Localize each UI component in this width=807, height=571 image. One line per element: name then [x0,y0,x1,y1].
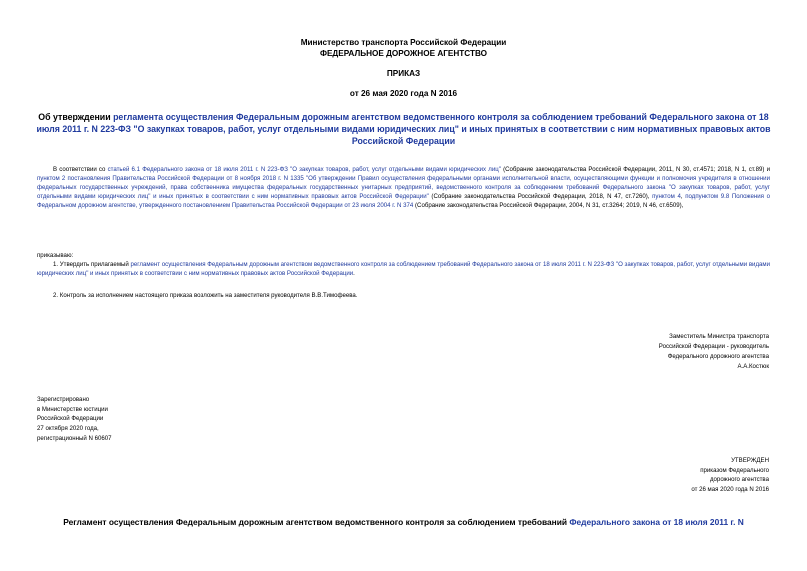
law-article-link[interactable]: статьей 6.1 Федерального закона от 18 июля 2011 г. N 223-ФЗ "О закупках товаров, работ, услуг отдельными видами юридических лиц" [107,166,501,173]
preamble-text-2: (Собрание законодательства Российской Федерации, 2011, N 30, ст.4571; 2018, N 1, ст.89) и [500,166,770,173]
preamble-text-5: (Собрание законодательства Российской Федерации, 2004, N 31, ст.3264; 2019, N 46, ст.6509), [413,201,684,209]
title-prefix: Об утверждении [38,112,114,122]
agency-name: ФЕДЕРАЛЬНОЕ ДОРОЖНОЕ АГЕНТСТВО [319,49,488,58]
approval-line: дорожного агентства [709,476,769,484]
registration-line: 27 октября 2020 года, [37,425,99,433]
government-decree-link[interactable]: пунктом 2 постановления Правительства Российской Федерации от 8 ноября 2018 г. N 1335 "Об утверждении Правил осуществления федеральными органами исполнительной власти, осуществляющими функции и полномочия учредителя в отношении федеральных государственных учреждений, права собственника имущества федеральных государственных унитарных предприятий, ведомственного контроля за соблюдением требований Федерального закона "О закупках товаров, работ, услуг отдельными видами юридических лиц" и иных принятых в соответствии с ним нормативных правовых актов Российской Федерации" [37,174,770,200]
document-date: от 26 мая 2020 года N 2016 [349,89,458,98]
title-link[interactable]: регламента осуществления Федеральным дорожным агентством ведомственного контроля за соблюдением требований Федерального закона от 18 июля 2011 г. N 223-ФЗ "О закупках товаров, работ, услуг отдельными видами юридических лиц" и иных принятых в соответствии с ним нормативных правовых актов Российской Федерации [36,112,771,146]
preamble-paragraph [37,166,770,211]
registration-line: в Министерстве юстиции [37,405,108,413]
reglament-title [20,517,787,528]
reglament-title-link[interactable]: Федерального закона от 18 июля 2011 г. N [569,517,744,527]
signature-line: Федерального дорожного агентства [667,352,769,360]
signature-line: Заместитель Министра транспорта [669,333,769,340]
regulation-link[interactable]: подпунктом 9.8 Положения о Федеральном дорожном агентстве, утвержденного постановлением Правительства Российской Федерации от 23 июля 2004 г. N 374 [37,192,770,209]
signature-block [659,332,769,372]
registration-block [37,395,112,444]
signer-name: А.А.Костюк [737,362,769,370]
reglament-title-text: Регламент осуществления Федеральным дорожным агентством ведомственного контроля за соблюдением требований [63,517,570,527]
reglament-link[interactable]: регламент осуществления Федеральным дорожным агентством ведомственного контроля за соблюдением требований Федерального закона от 18 июля 2011 г. N 223-ФЗ "О закупках товаров, работ, услуг отдельными видами юридических лиц" и иных принятых в соответствии с ним нормативных правовых актов Российской Федерации [37,261,770,277]
preamble-text-4: , [680,192,686,200]
registration-line: Российской Федерации [37,415,104,423]
registration-number: регистрационный N 60607 [37,434,112,442]
item-1-paragraph [37,261,770,279]
registration-line: Зарегистрировано [37,396,90,403]
ministry-name: Министерство транспорта Российской Федерации [300,38,507,47]
clause-4-link[interactable]: пунктом 4 [652,192,681,200]
approval-line: УТВЕРЖДЕН [731,457,769,464]
preamble-text-1: В соответствии со [53,166,108,173]
item-1-text: 1. Утвердить прилагаемый [53,261,131,268]
item-2-paragraph: 2. Контроль за исполнением настоящего приказа возложить на заместителя руководителя В.В.Тимофеева. [53,292,358,299]
approval-line: от 26 мая 2020 года N 2016 [691,485,769,493]
order-word: приказываю: [37,252,74,259]
signature-line: Российской Федерации - руководитель [658,342,769,350]
approval-block [691,456,769,494]
document-title [30,111,777,147]
item-1-end: . [353,269,355,277]
document-type: ПРИКАЗ [386,69,421,78]
preamble-text-3: (Собрание законодательства Российской Федерации, 2018, N 47, ст.7260), [428,192,653,200]
approval-line: приказом Федерального [700,466,769,474]
